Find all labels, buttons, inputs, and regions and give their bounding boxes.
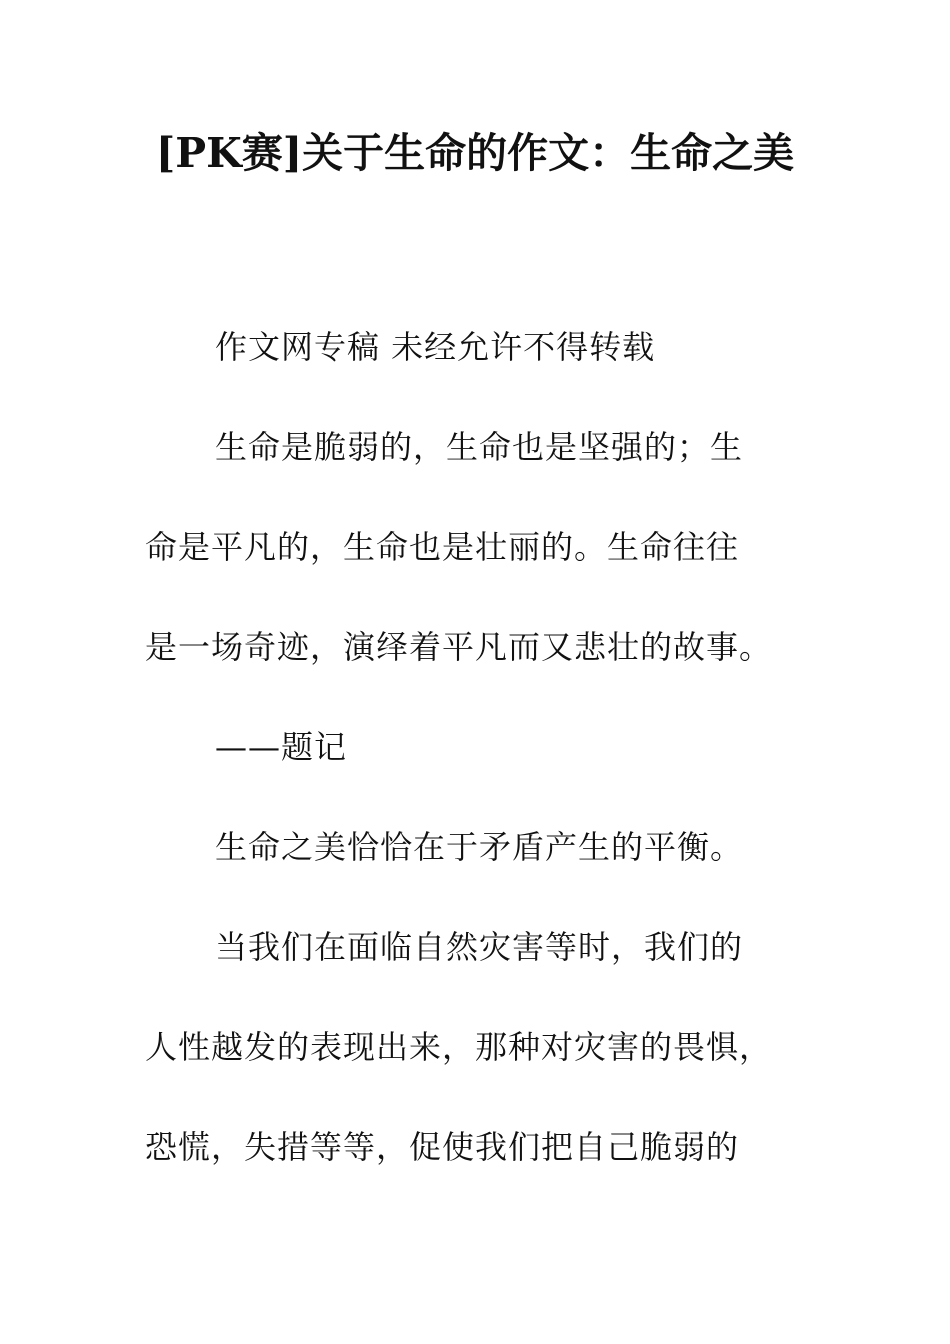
body-line: 当我们在面临自然灾害等时，我们的 (215, 928, 744, 966)
body-line: 恐慌，失措等等，促使我们把自己脆弱的 (145, 1128, 740, 1166)
body-line: 人性越发的表现出来，那种对灾害的畏惧， (145, 1028, 773, 1066)
document-body (145, 297, 795, 1197)
body-line: 生命之美恰恰在于矛盾产生的平衡。 (215, 828, 744, 866)
body-line: 生命是脆弱的，生命也是坚强的；生 (215, 428, 744, 466)
body-line: 命是平凡的，生命也是壮丽的。生命往往 (145, 528, 740, 566)
document-title: [PK赛]关于生命的作文：生命之美 (155, 129, 795, 177)
body-line: 作文网专稿 未经允许不得转载 (215, 328, 656, 366)
body-line: ——题记 (215, 728, 348, 766)
body-line: 是一场奇迹，演绎着平凡而又悲壮的故事。 (145, 628, 773, 666)
